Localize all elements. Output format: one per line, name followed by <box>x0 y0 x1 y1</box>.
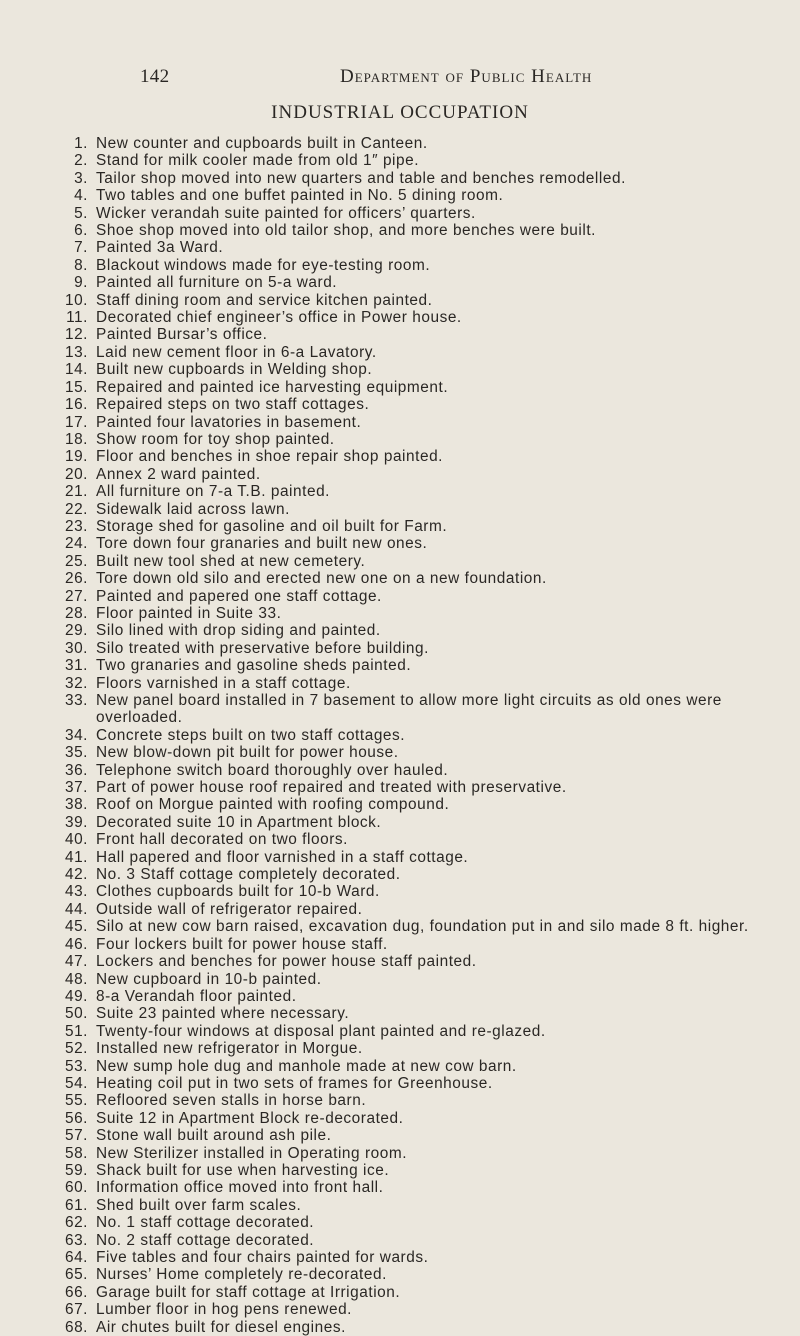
item-text: New Sterilizer installed in Operating room. <box>96 1144 408 1162</box>
item-text: New blow-down pit built for power house. <box>96 744 399 762</box>
list-item <box>60 309 790 326</box>
section-title: INDUSTRIAL OCCUPATION <box>271 102 529 123</box>
item-number: 63. <box>64 1231 88 1249</box>
item-text: Shack built for use when harvesting ice. <box>96 1161 390 1179</box>
list-item <box>60 657 790 674</box>
item-number: 52. <box>64 1040 88 1058</box>
list-item <box>60 796 790 813</box>
item-number: 51. <box>64 1022 88 1040</box>
list-item <box>60 588 790 605</box>
item-number: 11. <box>66 309 88 327</box>
item-text: Two granaries and gasoline sheds painted. <box>96 657 412 675</box>
item-text: Roof on Morgue painted with roofing compound. <box>96 796 450 814</box>
item-number: 27. <box>64 587 88 605</box>
item-number: 39. <box>64 813 88 831</box>
item-number: 22. <box>64 500 88 518</box>
item-number: 23. <box>64 517 88 535</box>
list-item <box>60 1127 790 1144</box>
item-text: Floor and benches in shoe repair shop painted. <box>96 448 444 466</box>
item-text: Sidewalk laid across lawn. <box>96 500 290 518</box>
item-number: 45. <box>64 918 88 936</box>
item-text: Painted all furniture on 5-a ward. <box>96 274 338 292</box>
item-text: 8-a Verandah floor painted. <box>96 987 297 1005</box>
item-text: Painted 3a Ward. <box>96 239 224 257</box>
item-text: Annex 2 ward painted. <box>96 465 261 483</box>
item-text: Decorated chief engineer’s office in Power house. <box>96 309 462 327</box>
item-text: Suite 12 in Apartment Block re-decorated. <box>96 1109 404 1127</box>
item-number: 40. <box>64 831 88 849</box>
item-text: Lockers and benches for power house staff painted. <box>96 953 477 971</box>
item-number: 8. <box>74 256 88 274</box>
item-text: New counter and cupboards built in Canteen. <box>96 135 428 152</box>
item-text: Built new tool shed at new cemetery. <box>96 552 366 570</box>
item-number: 34. <box>64 726 88 744</box>
list-item <box>60 866 790 883</box>
item-text: Storage shed for gasoline and oil built for Farm. <box>96 517 448 535</box>
list-item <box>60 1092 790 1109</box>
list-item <box>60 1319 790 1336</box>
item-text: New cupboard in 10-b painted. <box>96 970 322 988</box>
list-item <box>60 1040 790 1057</box>
list-item <box>60 1075 790 1092</box>
running-head: Department of Public Health <box>340 66 593 87</box>
item-number: 47. <box>64 953 88 971</box>
item-text: Air chutes built for diesel engines. <box>96 1318 346 1336</box>
list-item <box>60 622 790 639</box>
item-text: Two tables and one buffet painted in No. 5 dining room. <box>96 187 504 205</box>
list-item <box>60 553 790 570</box>
item-text: Telephone switch board thoroughly over hauled. <box>96 761 449 779</box>
item-text: Stand for milk cooler made from old 1″ pipe. <box>96 152 420 170</box>
list-item <box>60 239 790 256</box>
item-number: 60. <box>64 1179 88 1197</box>
list-item <box>60 570 790 587</box>
list-item <box>60 170 790 187</box>
item-number: 4. <box>74 187 88 205</box>
item-text: Stone wall built around ash pile. <box>96 1127 332 1145</box>
list-item <box>60 483 790 500</box>
item-text: Information office moved into front hall. <box>96 1179 384 1197</box>
list-item <box>60 831 790 848</box>
list-item <box>60 535 790 552</box>
list-item <box>60 274 790 291</box>
list-item <box>60 762 790 779</box>
item-text: Garage built for staff cottage at Irrigation. <box>96 1283 401 1301</box>
item-number: 2. <box>74 152 88 170</box>
item-text: Decorated suite 10 in Apartment block. <box>96 813 382 831</box>
item-number: 59. <box>64 1161 88 1179</box>
list-item <box>60 640 790 657</box>
item-number: 38. <box>64 796 88 814</box>
item-number: 28. <box>64 604 88 622</box>
list-item <box>60 918 790 935</box>
item-number: 56. <box>64 1109 88 1127</box>
item-text: Painted Bursar’s office. <box>96 326 268 344</box>
item-text: Twenty-four windows at disposal plant painted and re-glazed. <box>96 1022 546 1040</box>
item-text: Part of power house roof repaired and treated with preservative. <box>96 779 567 797</box>
list-item <box>60 344 790 361</box>
item-number: 19. <box>64 448 88 466</box>
item-number: 58. <box>64 1144 88 1162</box>
item-number: 55. <box>64 1092 88 1110</box>
item-number: 46. <box>64 935 88 953</box>
page-number: 142 <box>140 66 170 87</box>
item-text: New panel board installed in 7 basement to allow more light circuits as old ones were overloaded. <box>96 692 722 727</box>
item-text: Staff dining room and service kitchen painted. <box>96 291 433 309</box>
item-text: New sump hole dug and manhole made at new cow barn. <box>96 1057 517 1075</box>
item-text: Painted four lavatories in basement. <box>96 413 362 431</box>
item-text: Repaired and painted ice harvesting equipment. <box>96 378 449 396</box>
item-number: 6. <box>74 222 88 240</box>
item-text: Clothes cupboards built for 10-b Ward. <box>96 883 380 901</box>
item-number: 62. <box>64 1214 88 1232</box>
list-item <box>60 292 790 309</box>
list-item <box>60 187 790 204</box>
item-number: 24. <box>64 535 88 553</box>
item-text: Painted and papered one staff cottage. <box>96 587 382 605</box>
item-number: 3. <box>74 169 88 187</box>
list-item <box>60 692 790 727</box>
list-item <box>60 1023 790 1040</box>
list-item <box>60 466 790 483</box>
item-text: No. 1 staff cottage decorated. <box>96 1214 315 1232</box>
item-number: 57. <box>64 1127 88 1145</box>
list-item <box>60 883 790 900</box>
item-text: Wicker verandah suite painted for officers’ quarters. <box>96 204 476 222</box>
item-number: 68. <box>64 1318 88 1336</box>
item-text: Lumber floor in hog pens renewed. <box>96 1301 352 1319</box>
item-text: Blackout windows made for eye-testing room. <box>96 256 431 274</box>
list-item <box>60 414 790 431</box>
list-item <box>60 971 790 988</box>
item-number: 26. <box>64 570 88 588</box>
item-text: Silo treated with preservative before building. <box>96 639 429 657</box>
list-item <box>60 1232 790 1249</box>
item-number: 30. <box>64 639 88 657</box>
list-item <box>60 1249 790 1266</box>
item-number: 64. <box>64 1249 88 1266</box>
list-item <box>60 727 790 744</box>
list-item <box>60 1162 790 1179</box>
list-item <box>60 988 790 1005</box>
list-item <box>60 379 790 396</box>
item-text: Five tables and four chairs painted for wards. <box>96 1249 429 1266</box>
item-number: 35. <box>64 744 88 762</box>
list-item <box>60 257 790 274</box>
list-item <box>60 1145 790 1162</box>
item-text: All furniture on 7-a T.B. painted. <box>96 483 331 501</box>
item-text: Concrete steps built on two staff cottages. <box>96 726 406 744</box>
item-text: Repaired steps on two staff cottages. <box>96 396 370 414</box>
list-item <box>60 431 790 448</box>
item-number: 9. <box>74 274 88 292</box>
item-number: 31. <box>64 657 88 675</box>
item-number: 67. <box>64 1301 88 1319</box>
item-number: 29. <box>64 622 88 640</box>
item-number: 42. <box>64 866 88 884</box>
list-item <box>60 1058 790 1075</box>
list-item <box>60 152 790 169</box>
item-text: Suite 23 painted where necessary. <box>96 1005 350 1023</box>
item-text: Installed new refrigerator in Morgue. <box>96 1040 363 1058</box>
item-number: 54. <box>64 1074 88 1092</box>
item-text: Laid new cement floor in 6-a Lavatory. <box>96 343 377 361</box>
list-item <box>60 744 790 761</box>
item-number: 12. <box>64 326 88 344</box>
item-number: 13. <box>64 343 88 361</box>
item-number: 36. <box>64 761 88 779</box>
item-list <box>60 135 790 1336</box>
list-item <box>60 448 790 465</box>
item-number: 1. <box>74 135 88 152</box>
item-text: Four lockers built for power house staff. <box>96 935 388 953</box>
list-item <box>60 361 790 378</box>
item-number: 49. <box>64 987 88 1005</box>
item-text: Tore down old silo and erected new one on a new foundation. <box>96 570 547 588</box>
list-item <box>60 1284 790 1301</box>
item-text: Silo lined with drop siding and painted. <box>96 622 381 640</box>
list-item <box>60 901 790 918</box>
item-text: Show room for toy shop painted. <box>96 430 335 448</box>
item-text: Outside wall of refrigerator repaired. <box>96 900 363 918</box>
item-number: 66. <box>64 1283 88 1301</box>
item-text: No. 3 Staff cottage completely decorated. <box>96 866 401 884</box>
list-item <box>60 518 790 535</box>
list-item <box>60 936 790 953</box>
item-number: 41. <box>64 848 88 866</box>
item-text: Floors varnished in a staff cottage. <box>96 674 351 692</box>
item-text: Tore down four granaries and built new ones. <box>96 535 428 553</box>
item-number: 32. <box>64 674 88 692</box>
list-item <box>60 1005 790 1022</box>
list-item <box>60 205 790 222</box>
list-item <box>60 326 790 343</box>
item-text: Shoe shop moved into old tailor shop, and more benches were built. <box>96 222 597 240</box>
list-item <box>60 1110 790 1127</box>
list-item <box>60 953 790 970</box>
list-item <box>60 1301 790 1318</box>
item-text: Refloored seven stalls in horse barn. <box>96 1092 367 1110</box>
item-number: 25. <box>64 552 88 570</box>
item-number: 14. <box>64 361 88 379</box>
list-item <box>60 1197 790 1214</box>
list-item <box>60 605 790 622</box>
item-text: Heating coil put in two sets of frames for Greenhouse. <box>96 1074 493 1092</box>
item-number: 43. <box>64 883 88 901</box>
item-number: 33. <box>64 692 88 709</box>
item-text: No. 2 staff cottage decorated. <box>96 1231 315 1249</box>
item-number: 20. <box>64 465 88 483</box>
item-number: 5. <box>74 204 88 222</box>
item-text: Tailor shop moved into new quarters and table and benches remodelled. <box>96 169 626 187</box>
item-number: 44. <box>64 900 88 918</box>
list-item <box>60 222 790 239</box>
item-number: 17. <box>64 413 88 431</box>
item-number: 48. <box>64 970 88 988</box>
item-number: 50. <box>64 1005 88 1023</box>
item-number: 18. <box>64 430 88 448</box>
list-item <box>60 501 790 518</box>
item-number: 15. <box>64 378 88 396</box>
item-text: Built new cupboards in Welding shop. <box>96 361 373 379</box>
list-item <box>60 779 790 796</box>
list-item <box>60 1214 790 1231</box>
item-text: Shed built over farm scales. <box>96 1196 302 1214</box>
item-number: 61. <box>64 1196 88 1214</box>
item-number: 53. <box>64 1057 88 1075</box>
list-item <box>60 814 790 831</box>
item-text: Silo at new cow barn raised, excavation dug, foundation put in and silo made 8 ft. higher. <box>96 918 749 936</box>
item-number: 21. <box>64 483 88 501</box>
list-item <box>60 675 790 692</box>
list-item <box>60 849 790 866</box>
item-text: Floor painted in Suite 33. <box>96 604 282 622</box>
item-number: 10. <box>64 291 88 309</box>
item-number: 7. <box>74 239 88 257</box>
item-text: Front hall decorated on two floors. <box>96 831 348 849</box>
list-item <box>60 396 790 413</box>
item-text: Hall papered and floor varnished in a staff cottage. <box>96 848 469 866</box>
list-item <box>60 1179 790 1196</box>
list-item <box>60 1266 790 1283</box>
item-text: Nurses’ Home completely re-decorated. <box>96 1266 387 1284</box>
item-number: 65. <box>64 1266 88 1284</box>
item-number: 16. <box>64 396 88 414</box>
list-item <box>60 135 790 152</box>
item-number: 37. <box>64 779 88 797</box>
